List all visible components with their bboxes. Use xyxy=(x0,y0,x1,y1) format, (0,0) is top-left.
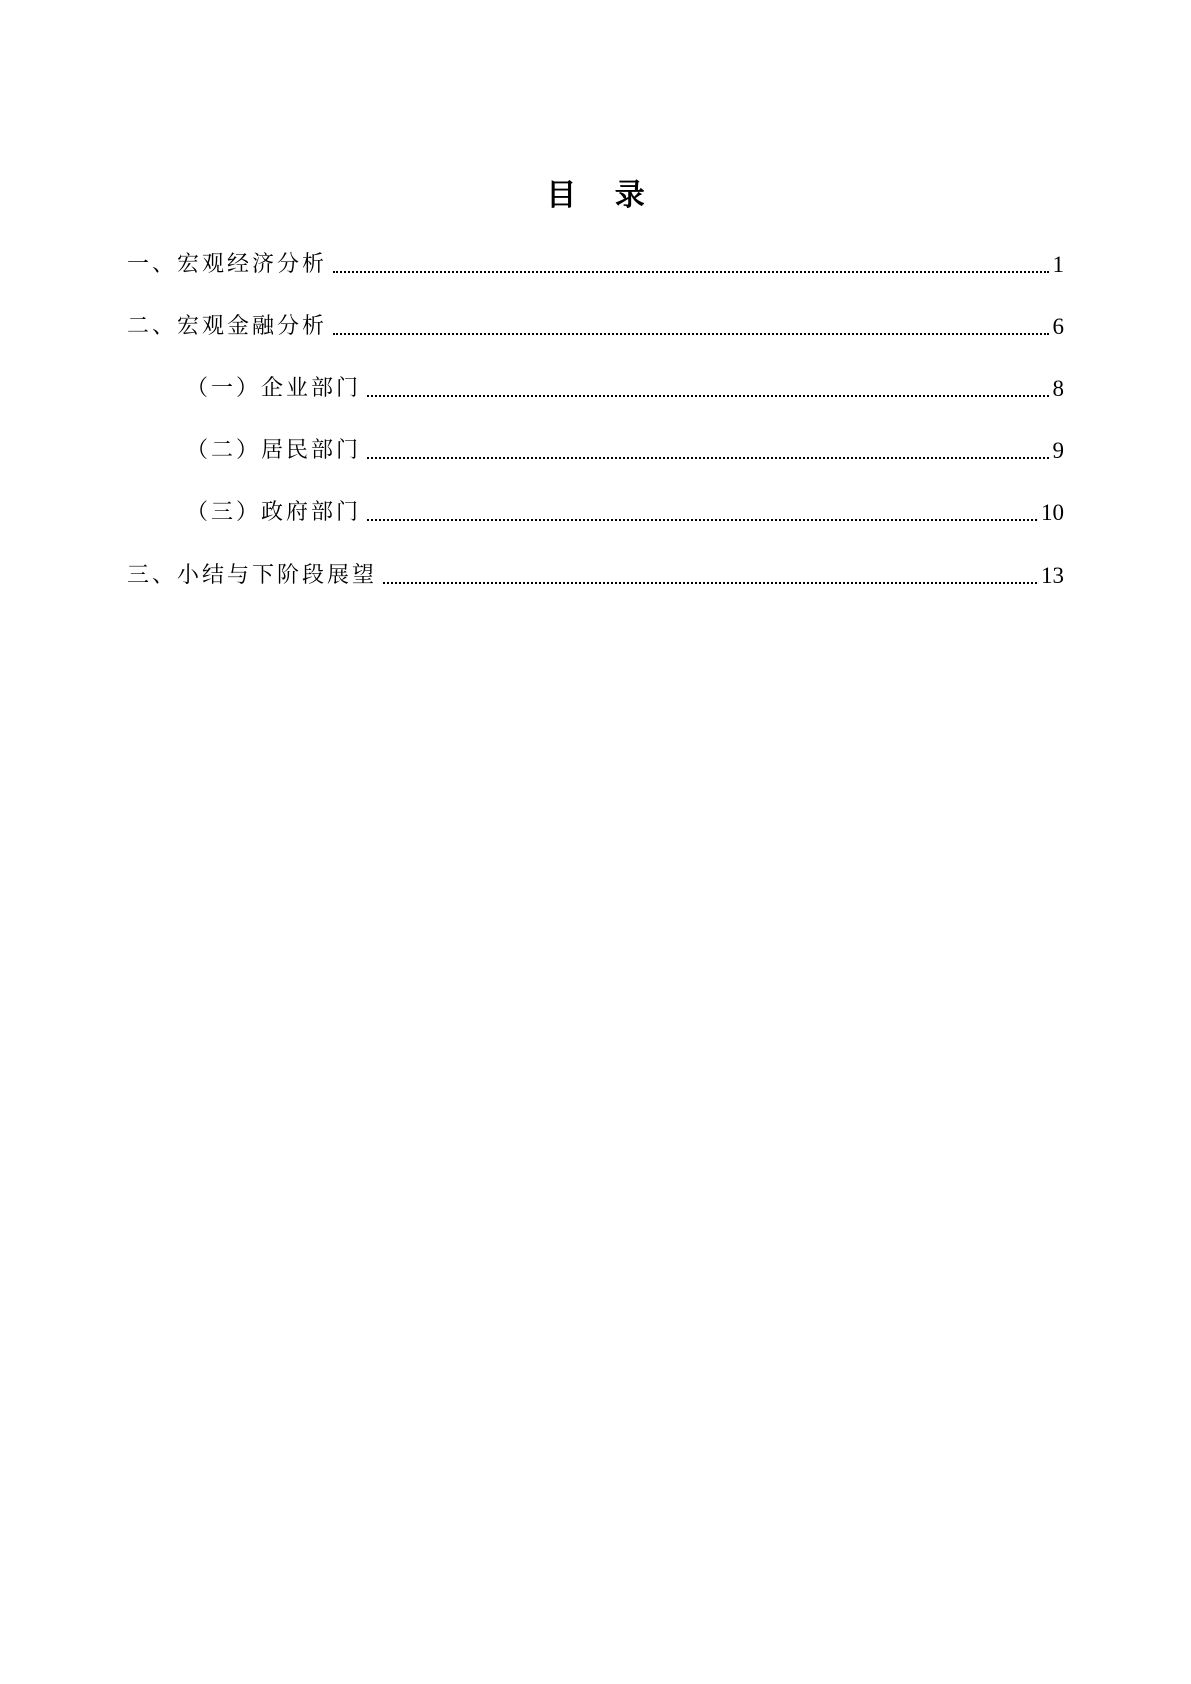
toc-dot-leader xyxy=(333,271,1048,273)
toc-entry-label: 二、宏观金融分析 xyxy=(127,314,328,339)
toc-entry-label: （二）居民部门 xyxy=(186,438,362,463)
toc-subentry[interactable] xyxy=(186,432,1064,466)
toc-dot-leader xyxy=(367,395,1048,397)
toc-page-number: 6 xyxy=(1052,314,1064,339)
toc-subentry[interactable] xyxy=(186,494,1064,528)
toc-dot-leader xyxy=(367,519,1037,521)
toc-page-number: 1 xyxy=(1052,252,1064,277)
toc-page-number: 9 xyxy=(1052,438,1064,463)
toc-entry-label: （三）政府部门 xyxy=(186,500,362,525)
toc-page-number: 10 xyxy=(1041,500,1064,525)
toc-entry[interactable] xyxy=(127,308,1064,342)
toc-page-number: 13 xyxy=(1041,563,1064,588)
toc-entry[interactable] xyxy=(127,246,1064,280)
toc-entry-label: 一、宏观经济分析 xyxy=(127,252,328,277)
toc-entry-label: 三、小结与下阶段展望 xyxy=(127,563,378,588)
toc-dot-leader xyxy=(383,582,1037,584)
toc-entry-label: （一）企业部门 xyxy=(186,376,362,401)
toc-subentry[interactable] xyxy=(186,370,1064,404)
toc-title: 目 录 xyxy=(546,178,659,213)
toc-dot-leader xyxy=(367,457,1048,459)
toc-page-number: 8 xyxy=(1052,376,1064,401)
toc-dot-leader xyxy=(333,333,1048,335)
toc-entry[interactable] xyxy=(127,557,1064,591)
